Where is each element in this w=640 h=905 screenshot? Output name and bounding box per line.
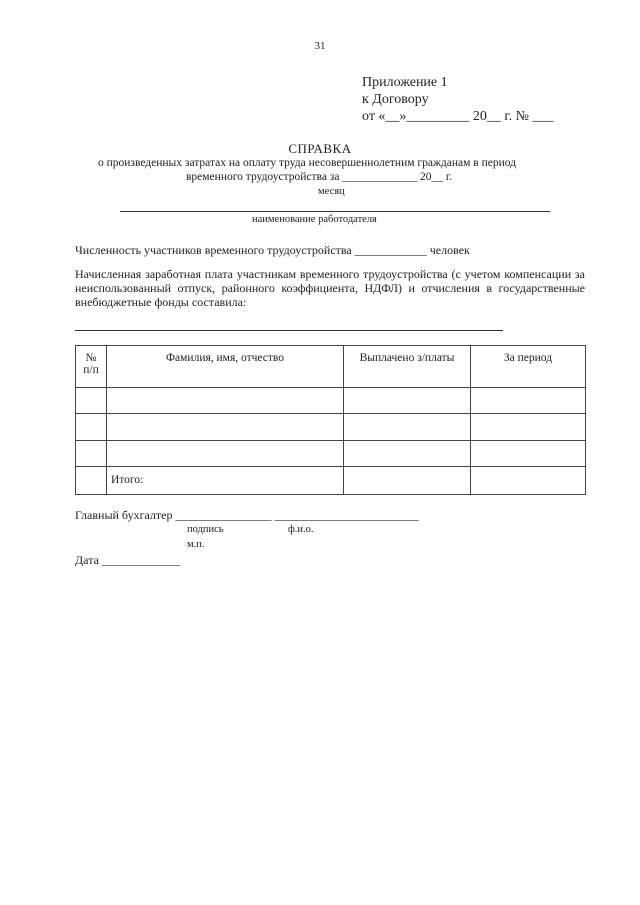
- appendix-line-1: Приложение 1: [362, 75, 448, 90]
- appendix-line-3: от «__»_________ 20__ г. № ___: [362, 109, 554, 124]
- table-header-row: [76, 346, 586, 388]
- amount-line: [75, 330, 503, 331]
- col-number-header: № п/п: [76, 346, 107, 388]
- total-label: Итого:: [107, 466, 344, 494]
- document-title: СПРАВКА: [288, 141, 352, 156]
- col-period-header: За период: [471, 346, 586, 388]
- subtitle-line-1: о произведенных затратах на оплату труда несовершеннолетним гражданам в период: [98, 157, 517, 169]
- name-caption: ф.и.о.: [288, 524, 314, 535]
- chief-accountant-line: Главный бухгалтер ________________ ________________________: [75, 508, 419, 522]
- salary-paragraph: Начисленная заработная плата участникам временного трудоустройства (с учетом компенсации за неиспользованный отпуск, районного коэффициента, НДФЛ) и отчисления в государственные внебюджетные фонды составила:: [75, 267, 585, 309]
- subtitle-line-2: временного трудоустройства за _____________ 20__ г.: [186, 171, 453, 183]
- appendix-block: [362, 74, 553, 125]
- signature-caption: подпись: [187, 524, 224, 535]
- month-caption: месяц: [318, 186, 345, 197]
- participants-count: Численность участников временного трудоустройства ____________ человек: [75, 243, 470, 257]
- expenses-table: [75, 345, 586, 495]
- table-row: [76, 414, 586, 440]
- employer-line: [120, 211, 550, 212]
- table-row: [76, 440, 586, 466]
- table-total-row: [76, 466, 586, 494]
- page-number: 31: [314, 40, 326, 52]
- col-name-header: Фамилия, имя, отчество: [107, 346, 344, 388]
- date-line: Дата _____________: [75, 553, 180, 567]
- appendix-line-2: к Договору: [362, 92, 429, 107]
- stamp-caption: м.п.: [187, 539, 205, 550]
- employer-caption: наименование работодателя: [252, 214, 377, 225]
- table-row: [76, 388, 586, 414]
- col-paid-header: Выплачено з/платы: [344, 346, 471, 388]
